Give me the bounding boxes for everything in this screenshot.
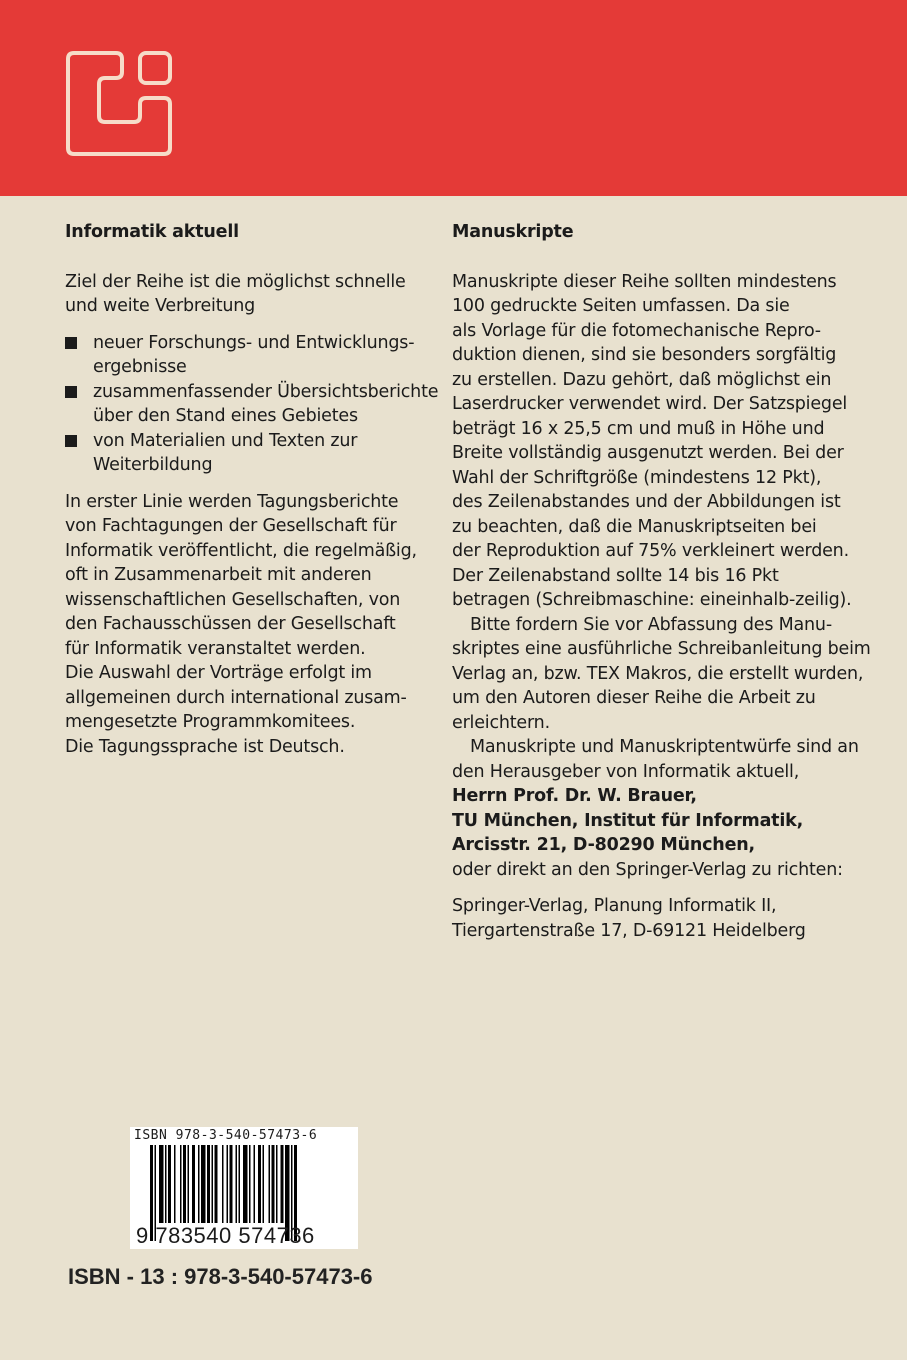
barcode-bar: [174, 1145, 176, 1223]
text-line: Springer-Verlag, Planung Informatik II,: [452, 896, 777, 916]
text-line: Ziel der Reihe ist die möglichst schnelle: [65, 271, 406, 292]
series-heading: Informatik aktuell: [65, 222, 239, 242]
publisher-logo-icon: [60, 48, 176, 160]
text-line: skriptes eine ausführliche Schreibanleitung beim: [452, 639, 871, 659]
submission-paragraph-end: [452, 858, 872, 883]
text-line: beträgt 16 x 25,5 cm und muß in Höhe und: [452, 418, 825, 439]
square-bullet-icon: [65, 435, 77, 447]
bullet-item: [65, 429, 425, 478]
isbn-13-label: ISBN - 13 : 978-3-540-57473-6: [68, 1264, 373, 1289]
text-line: von Fachtagungen der Gesellschaft für: [65, 516, 397, 536]
barcode-bar: [201, 1145, 206, 1223]
red-header-band: [0, 0, 907, 196]
text-line: Arcisstr. 21, D-80290 München,: [452, 835, 755, 855]
text-line: Weiterbildung: [93, 455, 213, 475]
text-line: Wahl der Schriftgröße (mindestens 12 Pkt),: [452, 467, 822, 488]
text-line: oder direkt an den Springer-Verlag zu richten:: [452, 859, 843, 880]
text-line: um den Autoren dieser Reihe die Arbeit zu: [452, 688, 816, 708]
text-line: Laserdrucker verwendet wird. Der Satzspiegel: [452, 394, 848, 414]
intro-paragraph: [65, 270, 425, 319]
publisher-address: [452, 894, 872, 943]
text-line: Manuskripte und Manuskriptentwürfe sind an: [470, 737, 859, 757]
square-bullet-icon: [65, 386, 77, 398]
barcode-bar: [263, 1145, 265, 1223]
square-bullet-icon: [65, 337, 77, 349]
barcode-bar: [272, 1145, 275, 1223]
barcode-bar: [159, 1145, 164, 1223]
text-line: den Fachausschüssen der Gesellschaft: [65, 614, 396, 634]
text-line: betragen (Schreibmaschine: eineinhalb-zeilig).: [452, 590, 852, 610]
barcode-bar: [192, 1145, 195, 1223]
barcode-bar: [215, 1145, 218, 1223]
text-line: zu erstellen. Dazu gehört, daß möglichst ein: [452, 369, 832, 390]
barcode-bar: [276, 1145, 278, 1223]
text-line: Bitte fordern Sie vor Abfassung des Manu-: [470, 614, 832, 635]
text-line: des Zeilenabstandes und der Abbildungen ist: [452, 492, 841, 512]
text-line: Verlag an, bzw. TEX Makros, die erstellt wurden,: [452, 663, 864, 684]
text-line: TU München, Institut für Informatik,: [452, 810, 804, 831]
barcode-bar: [269, 1145, 271, 1223]
text-line: Breite vollständig ausgenutzt werden. Bei der: [452, 443, 844, 463]
text-line: für Informatik veranstaltet werden.: [65, 638, 366, 659]
text-line: zusammenfassender Übersichtsberichte: [93, 381, 439, 402]
submission-paragraph: [452, 735, 872, 784]
barcode-bar: [212, 1145, 214, 1223]
text-line: Die Auswahl der Vorträge erfolgt im: [65, 663, 372, 683]
barcode-bar: [198, 1145, 200, 1223]
right-column: [452, 220, 872, 943]
barcode-isbn-text: ISBN 978-3-540-57473-6: [134, 1128, 318, 1143]
text-line: Informatik veröffentlicht, die regelmäßig,: [65, 540, 417, 561]
text-line: In erster Linie werden Tagungsberichte: [65, 491, 399, 512]
editor-address: [452, 784, 872, 858]
bullet-item: [65, 380, 439, 429]
text-line: und weite Verbreitung: [65, 296, 256, 316]
bullet-list: [65, 331, 439, 478]
text-line: Die Tagungssprache ist Deutsch.: [65, 736, 345, 757]
barcode-bar: [168, 1145, 171, 1223]
body-paragraph: [65, 490, 425, 760]
text-line: erleichtern.: [452, 712, 550, 733]
text-line: 100 gedruckte Seiten umfassen. Da sie: [452, 296, 790, 316]
manuscript-requirements-paragraph: [452, 270, 872, 613]
barcode-bar: [258, 1145, 261, 1223]
barcode-bar: [180, 1145, 182, 1223]
barcode-bar: [165, 1145, 167, 1223]
text-line: wissenschaftlichen Gesellschaften, von: [65, 589, 401, 610]
text-line: duktion dienen, sind sie besonders sorgfältig: [452, 345, 837, 365]
text-line: mengesetzte Programmkomitees.: [65, 712, 356, 732]
bullet-item: [65, 331, 425, 380]
left-column: [65, 220, 439, 759]
text-line: den Herausgeber von Informatik aktuell,: [452, 761, 800, 782]
barcode-bar: [183, 1145, 186, 1223]
barcode-bar: [281, 1145, 284, 1223]
text-line: Herrn Prof. Dr. W. Brauer,: [452, 786, 697, 806]
barcode-bar: [207, 1145, 210, 1223]
instructions-paragraph: [452, 613, 872, 736]
barcode-digits: 9 783540 574736: [136, 1223, 315, 1248]
text-line: Tiergartenstraße 17, D-69121 Heidelberg: [452, 920, 806, 941]
text-line: Der Zeilenabstand sollte 14 bis 16 Pkt: [452, 565, 779, 586]
text-line: zu beachten, daß die Manuskriptseiten bei: [452, 516, 817, 537]
text-line: allgemeinen durch international zusam-: [65, 687, 407, 708]
barcode-bar: [230, 1145, 233, 1223]
barcode-bar: [188, 1145, 190, 1223]
barcode-bar: [227, 1145, 229, 1223]
barcode-bar: [239, 1145, 241, 1223]
barcode-bar: [222, 1145, 224, 1223]
manuscripts-heading: Manuskripte: [452, 222, 574, 242]
barcode-bar: [243, 1145, 248, 1223]
text-line: über den Stand eines Gebietes: [93, 406, 358, 426]
isbn-barcode: [130, 1127, 358, 1249]
text-line: als Vorlage für die fotomechanische Repro-: [452, 320, 821, 341]
text-line: Manuskripte dieser Reihe sollten mindestens: [452, 271, 837, 292]
barcode-bar: [236, 1145, 238, 1223]
barcode-bar: [249, 1145, 251, 1223]
text-line: neuer Forschungs- und Entwicklungs-: [93, 332, 415, 353]
barcode-bar: [254, 1145, 256, 1223]
text-line: ergebnisse: [93, 357, 187, 377]
text-line: oft in Zusammenarbeit mit anderen: [65, 565, 372, 585]
text-line: der Reproduktion auf 75% verkleinert werden.: [452, 541, 849, 561]
text-line: von Materialien und Texten zur: [93, 430, 358, 451]
